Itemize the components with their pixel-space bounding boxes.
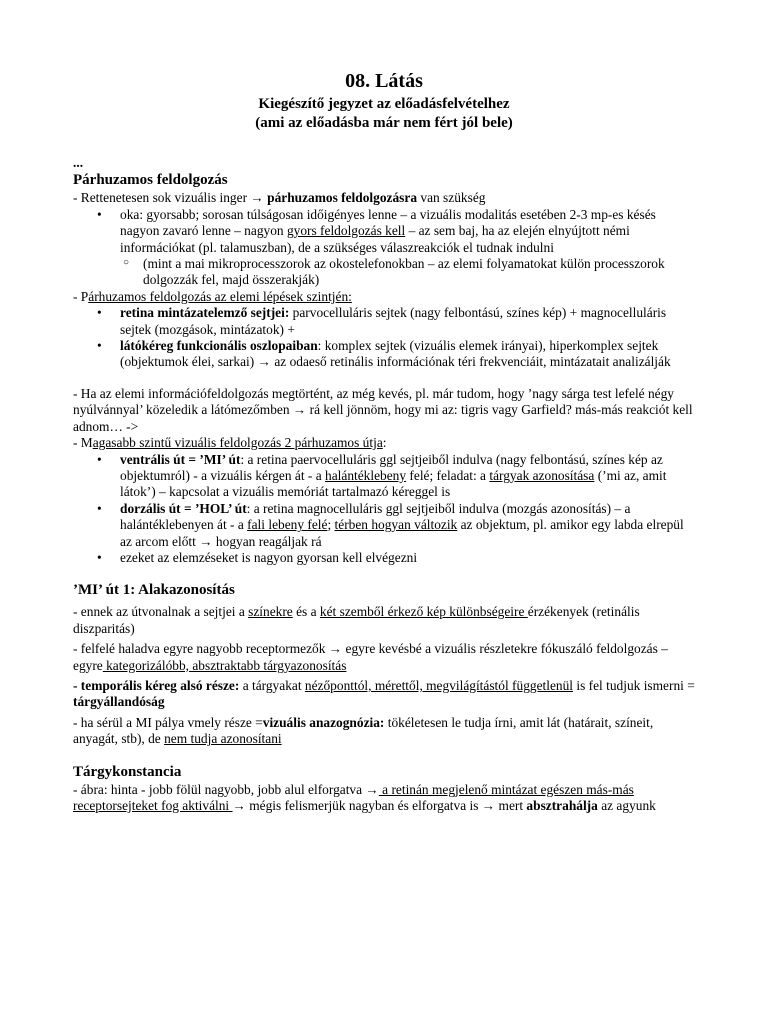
text: tökéletesen le tudja írni, amit lát (határait, színeit, anyagát, stb), de <box>73 714 654 747</box>
text-underlined: színekre <box>248 604 293 620</box>
arrow-icon: → <box>199 533 213 549</box>
text: felé; feladat: a <box>406 467 490 483</box>
text: parvocelluláris sejtek (nagy felbontású, színes kép) + magnocelluláris sejtek (mozgások, mintázatok) + <box>120 305 667 337</box>
text: - ábra: hinta - jobb fölül nagyobb, jobb alul elforgatva <box>73 781 366 797</box>
text: - ha sérül a MI pálya vmely része = <box>73 714 263 730</box>
text-bold: ventrális út = ’MI’ út <box>120 451 241 467</box>
text: is fel tudjuk ismerni = <box>573 677 695 693</box>
bullet-list <box>73 305 698 371</box>
text: - ennek az útvonalnak a sejtjei a <box>73 604 249 620</box>
document-title: 08. Látás <box>345 70 423 92</box>
list-item <box>73 207 698 289</box>
arrow-icon: → <box>257 354 271 370</box>
text-underlined: gyors feldolgozás kell <box>286 223 406 239</box>
text-underlined: fali lebeny felé <box>247 517 328 533</box>
text-underlined: agasabb szintű vizuális feldolgozás 2 párhuzamos útja <box>92 435 383 451</box>
text-bold: retina mintázatelemző sejtjei: <box>120 305 290 321</box>
text-underlined: térben hogyan változik <box>334 517 458 533</box>
paragraph <box>73 386 698 435</box>
paragraph <box>73 715 698 748</box>
text-bold: tárgyállandóság <box>73 694 165 710</box>
text: ; <box>327 517 335 533</box>
subtitle-line-1: Kiegészítő jegyzet az előadásfelvételhez <box>258 96 510 112</box>
text-underlined: a retinán megjelenő mintázat egészen más-más receptorsejteket fog aktiválni <box>73 781 634 813</box>
text: az agyunk <box>597 798 656 813</box>
text: - P <box>73 288 89 304</box>
text: van szükség <box>417 190 486 206</box>
text: érzékenyek (retinális diszparitás) <box>73 604 640 636</box>
text: rá kell jönnöm, hogy mi az: tigris vagy Garfield? más-más reakciót kell adnom… -> <box>73 402 693 434</box>
text: (’mi az, amit látok’) – kapcsolat a vizuális memóriát tartalmazó kéreggel is <box>120 467 667 500</box>
text: egyre kevésbé a vizuális részletekre fókuszáló feldolgozás – egyre <box>73 641 668 673</box>
text: és a <box>292 604 320 620</box>
list-item <box>73 338 698 371</box>
text-underlined: tárgyak azonosítása <box>489 467 595 483</box>
arrow-icon: → <box>250 190 264 206</box>
paragraph <box>73 289 698 305</box>
text-bold: vizuális anazognózia: <box>262 714 385 730</box>
text: – az sem baj, ha az elején elnyújtott némi információkat (pl. talamuszban), de a szükséges válaszreakciók el tudnak indulni <box>120 223 630 255</box>
paragraph <box>73 782 698 815</box>
text-bold: látókéreg funkcionális oszlopaiban <box>120 338 318 354</box>
text-underlined: kategorizálóbb, absztraktabb tárgyazonosítás <box>102 657 347 673</box>
text-bold: - temporális kéreg alsó része: <box>73 677 240 693</box>
text: az odaeső retinális információnak téri frekvenciáit, mintázatait analizálják <box>270 354 671 370</box>
spacer <box>73 748 698 763</box>
text: mégis felismerjük nagyban és elforgatva is <box>245 798 482 813</box>
paragraph <box>73 604 698 637</box>
section-heading-parallel-processing: Párhuzamos feldolgozás <box>73 172 228 189</box>
paragraph <box>73 678 698 711</box>
text-bold: dorzális út = ’HOL’ út <box>120 500 247 516</box>
arrow-icon: → <box>292 402 307 418</box>
sub-list-item: ○ (mint a mai mikroprocesszorok az okostelefonokban – az elemi folyamatokat külön processzorok dolgozzák fel, majd összerakják) <box>120 256 698 289</box>
arrow-icon: → <box>328 641 343 657</box>
ellipsis: ... <box>73 155 84 170</box>
paragraph <box>73 641 698 674</box>
arrow-icon: → <box>481 798 496 813</box>
paragraph <box>73 190 698 206</box>
text-bold: párhuzamos feldolgozásra <box>267 190 418 206</box>
text-underlined: nézőponttól, mérettől, megvilágítástól függetlenül <box>304 677 574 693</box>
text: - Rettenetesen sok vizuális inger <box>73 190 251 206</box>
section-heading-shape-recognition: ’MI’ út 1: Alakazonosítás <box>73 582 235 599</box>
list-item: • ezeket az elemzéseket is nagyon gyorsan kell elvégezni <box>73 550 698 566</box>
text-underlined: halántéklebeny <box>325 467 407 483</box>
text: mert <box>495 798 527 813</box>
bullet-list <box>73 207 698 289</box>
text: hogyan reagáljak rá <box>212 533 322 549</box>
subtitle-line-2: (ami az előadásba már nem fért jól bele) <box>255 115 513 131</box>
document-body <box>73 155 698 814</box>
text: az objektum, pl. amikor egy labda elrepül az arcom előtt <box>120 517 684 549</box>
text: a tárgyakat <box>239 677 305 693</box>
arrow-icon: → <box>365 781 379 797</box>
spacer <box>73 566 698 581</box>
text: - M <box>73 435 93 451</box>
text: : a retina magnocelluláris ggl sejtjeiből indulva (mozgás azonosítás) – a halántéklebenyen át - a <box>120 500 631 533</box>
text-underlined: nem tudja azonosítani <box>164 731 282 747</box>
document-subtitle <box>0 95 768 133</box>
text: : a retina paervocelluláris ggl sejtjeiből indulva (nagy felbontású, színes kép az objektumról) - a vizuális kérgen át - a <box>120 451 663 483</box>
bullet-list <box>73 452 698 567</box>
sub-bullet-list <box>120 256 698 289</box>
text: : <box>382 435 387 451</box>
list-item <box>73 305 698 338</box>
text: oka: gyorsabb; sorosan túlságosan időigényes lenne – a vizuális modalitás esetében 2-3 mp-es késés nagyon zavaró lenne – nagyon <box>120 206 656 239</box>
list-item-ventral <box>73 452 698 501</box>
text: : komplex sejtek (vizuális elemek irányai), hiperkomplex sejtek (objektumok élei, sarkai) <box>120 338 659 370</box>
arrow-icon: → <box>232 798 246 813</box>
section-heading-object-constancy: Tárgykonstancia <box>73 763 182 780</box>
list-item-dorsal <box>73 501 698 550</box>
paragraph <box>73 435 698 451</box>
text-underlined: két szemből érkező kép különbségeire <box>319 604 528 620</box>
text: - Ha az elemi információfeldolgozás megtörtént, az még kevés, pl. már tudom, hogy ’nagy sárga test lefelé négy nyúlvánnyal’ közeledik a látómezőmben <box>73 385 675 418</box>
text: - felfelé haladva egyre nagyobb receptormezők <box>73 641 329 657</box>
text-underlined: árhuzamos feldolgozás az elemi lépések szintjén: <box>88 288 352 304</box>
text-bold: absztrahálja <box>526 798 598 813</box>
spacer <box>73 371 698 386</box>
